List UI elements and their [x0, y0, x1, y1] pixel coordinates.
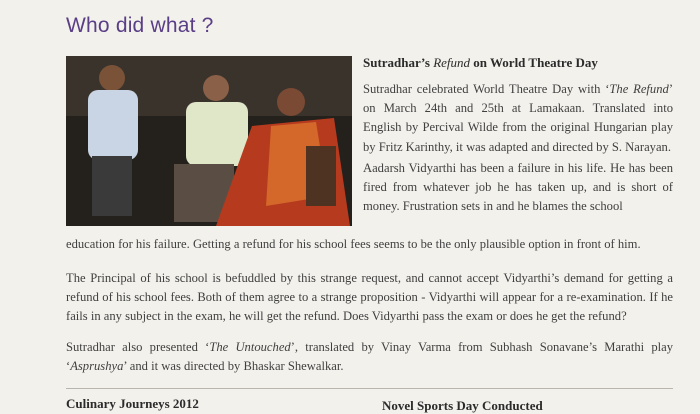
paragraph-story-bottom: education for his failure. Getting a refund for his school fees seems to be the only plausible option in front of him. — [66, 237, 641, 251]
article-headline — [363, 55, 683, 71]
photo-illustration — [66, 56, 352, 226]
play-title: The Untouched — [209, 340, 291, 354]
next-article-heading-left: Culinary Journeys 2012 — [66, 396, 199, 411]
p1-part: Sutradhar celebrated World Theatre Day with ‘ — [363, 82, 610, 96]
p4-part: ’ and it was directed by Bhaskar Shewalkar. — [123, 359, 344, 374]
paragraph-principal: The Principal of his school is befuddled by this strange request, and cannot accept Vidyarthi’s demand for getting a refund of his school fees. Both of them agree to a strange proposition - Vidyarthi will appear for a re-examination. If he fails in any subject in the exam, he will get the refund. Does Vidyarthi pass the exam or does he get the refund? — [66, 271, 673, 324]
p4-part: ’, translated by Vinay Varma from Subhash Sonavane’s Marathi play ‘ — [66, 340, 674, 374]
paragraph-intro — [363, 80, 673, 157]
headline-part: Sutradhar’s — [363, 55, 434, 70]
p4-part: Sutradhar also presented ‘ — [66, 340, 210, 354]
section-title: Who did what ? — [66, 14, 214, 37]
headline-part: on World Theatre Day — [470, 55, 598, 70]
headline-title-italic: Refund — [433, 55, 471, 70]
divider — [66, 388, 673, 389]
next-article-heading-right: Novel Sports Day Conducted — [382, 398, 543, 413]
play-title: The Refund — [609, 82, 669, 96]
article-photo — [66, 56, 352, 226]
play-title: Asprushya — [70, 359, 124, 374]
paragraph-story-top: Aadarsh Vidyarthi has been a failure in his life. He has been fired from whatever job he has taken up, and is short of money. Frustration sets in and he blames the school — [363, 161, 673, 214]
p1-part: ’ on March 24th and 25th at Lamakaan. Translated into English by Percival Wilde from the original Hungarian play by Fritz Karinthy, it was adapted and directed by S. Narayan. — [363, 82, 674, 154]
paragraph-also-presented — [66, 338, 673, 376]
